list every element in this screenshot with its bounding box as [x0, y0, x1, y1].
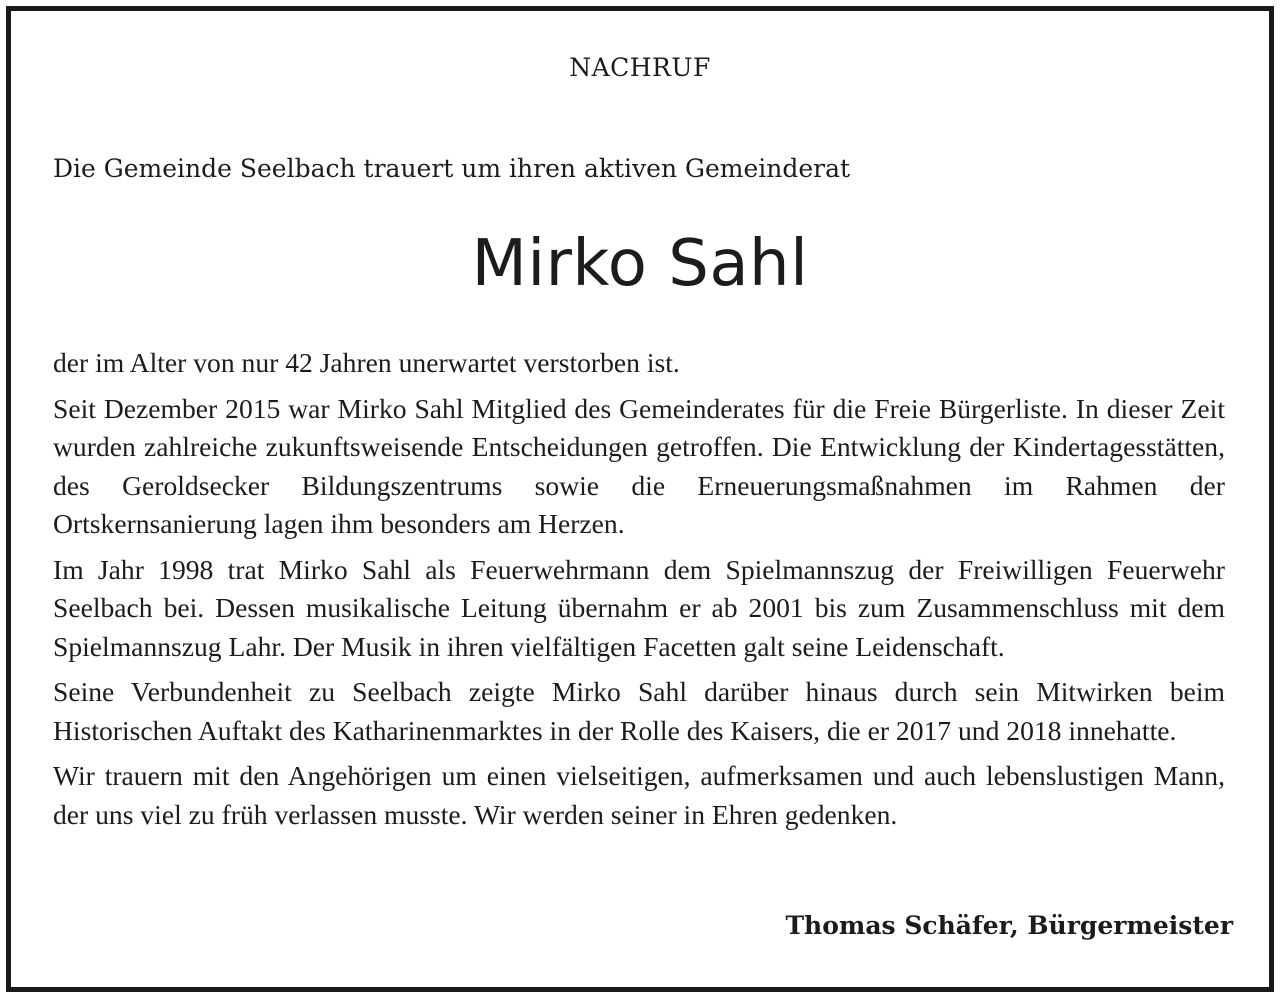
deceased-name: Mirko Sahl	[471, 227, 809, 301]
paragraph-fire-brigade: Im Jahr 1998 trat Mirko Sahl als Feuerwehrmann dem Spielmannszug der Freiwilligen Feuerwehr Seelbach bei. Dessen musikalische Leitung übernahm er ab 2001 bis zum Zusammenschluss mit dem Spielmannszug Lahr. Der Musik in ihren vielfältigen Facetten galt seine Leidenschaft.	[53, 553, 1225, 662]
notice-body	[53, 344, 1225, 841]
paragraph-council: Seit Dezember 2015 war Mirko Sahl Mitglied des Gemeinderates für die Freie Bürgerliste. In dieser Zeit wurden zahlreiche zukunftsweisende Entscheidungen getroffen. Die Entwicklung der Kindertagesstätten, des Geroldsecker Bildungszentrums sowie die Erneuerungsmaßnahmen im Rahmen der Ortskernsanierung lagen ihm besonders am Herzen.	[53, 392, 1225, 539]
paragraph-age: der im Alter von nur 42 Jahren unerwartet verstorben ist.	[53, 347, 680, 378]
intro-line: Die Gemeinde Seelbach trauert um ihren aktiven Gemeinderat	[53, 154, 851, 183]
obituary-notice	[6, 6, 1274, 992]
paragraph-mourning: Wir trauern mit den Angehörigen um einen vielseitigen, aufmerksamen und auch lebenslustigen Mann, der uns viel zu früh verlassen musste. Wir werden seiner in Ehren gedenken.	[53, 760, 1225, 830]
paragraph-seelbach: Seine Verbundenheit zu Seelbach zeigte Mirko Sahl darüber hinaus durch sein Mitwirken beim Historischen Auftakt des Katharinenmarktes in der Rolle des Kaisers, die er 2017 und 2018 innehatte.	[53, 676, 1225, 746]
signature: Thomas Schäfer, Bürgermeister	[785, 911, 1233, 940]
notice-heading: NACHRUF	[569, 53, 711, 82]
